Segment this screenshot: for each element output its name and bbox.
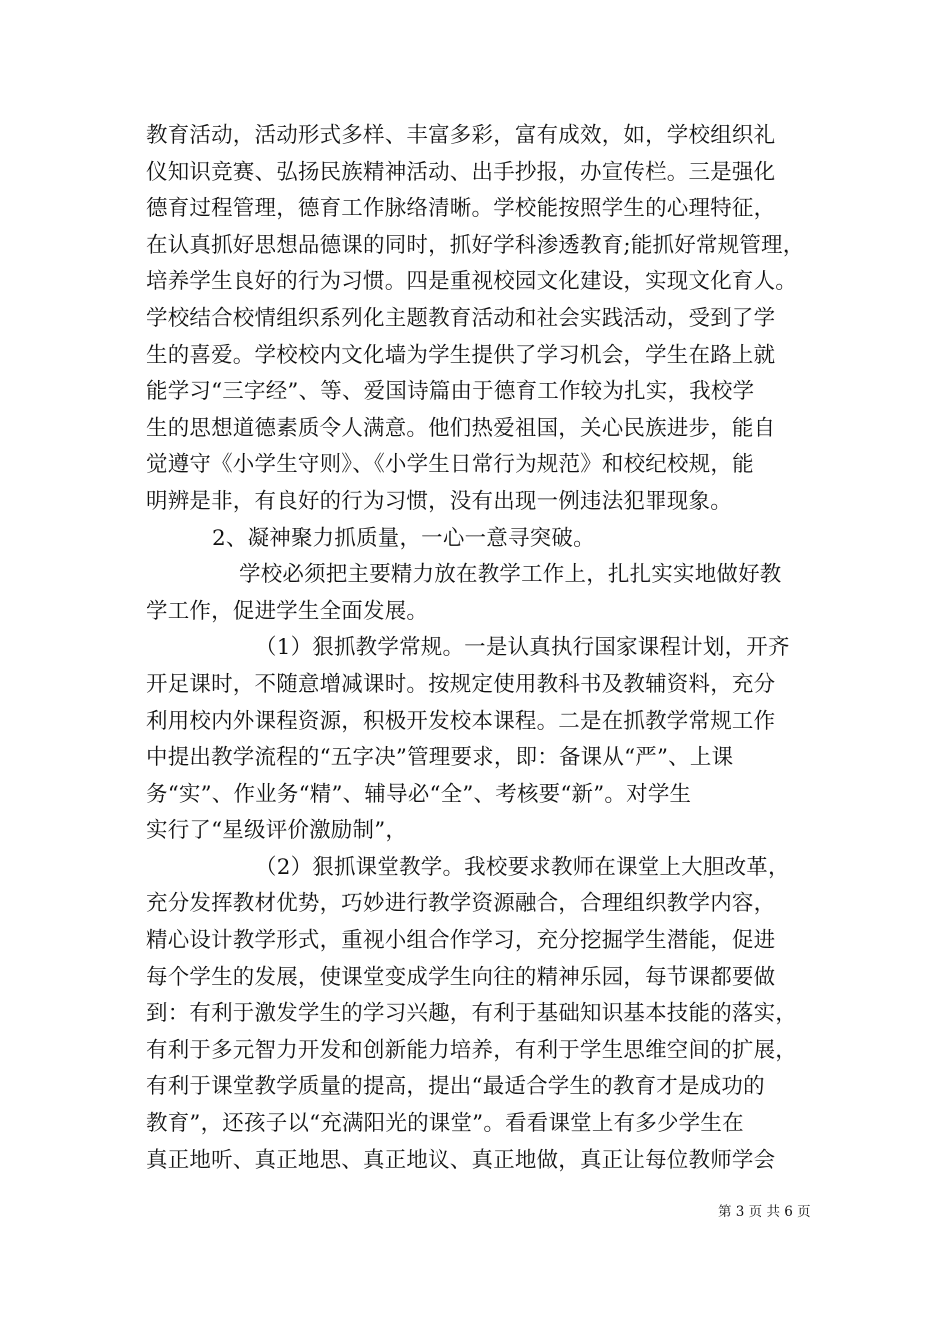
text-line: 务“实”、作业务“精”、辅导必“全”、考核要“新”。对学生 (146, 781, 692, 807)
page-number-footer: 第 3 页 共 6 页 (718, 1204, 811, 1220)
text-line: 实行了“星级评价激励制”， (146, 818, 408, 844)
section-heading: 2、凝神聚力抓质量，一心一意寻突破。 (212, 525, 595, 551)
text-line: 生的思想道德素质令人满意。他们热爱祖国，关心民族进步，能自 (146, 415, 776, 441)
text-line: 学校结合校情组织系列化主题教育活动和社会实践活动，受到了学 (146, 305, 776, 331)
text-line: 开足课时，不随意增减课时。按规定使用教科书及教辅资料，充分 (146, 671, 776, 697)
text-line: 真正地听、真正地思、真正地议、真正地做，真正让每位教师学会 (146, 1147, 776, 1173)
text-line: 充分发挥教材优势，巧妙进行教学资源融合，合理组织教学内容， (146, 891, 776, 917)
text-line: 能学习“三字经”、等、爱国诗篇由于德育工作较为扎实，我校学 (146, 379, 755, 405)
text-line: 仪知识竞赛、弘扬民族精神活动、出手抄报，办宣传栏。三是强化 (146, 159, 776, 185)
text-line: 觉遵守《小学生守则》、《小学生日常行为规范》和校纪校规，能 (146, 452, 754, 478)
text-line: 培养学生良好的行为习惯。四是重视校园文化建设，实现文化育人。 (146, 269, 798, 295)
text-line: 学校必须把主要精力放在教学工作上，扎扎实实地做好教 (239, 562, 782, 588)
text-line: 有利于多元智力开发和创新能力培养，有利于学生思维空间的扩展， (146, 1037, 798, 1063)
text-line: 中提出教学流程的“五字决”管理要求，即：备课从“严”、上课 (146, 745, 734, 771)
text-line: 教育活动，活动形式多样、丰富多彩，富有成效，如，学校组织礼 (146, 123, 776, 148)
text-line: 学工作，促进学生全面发展。 (146, 598, 429, 624)
text-line: 每个学生的发展，使课堂变成学生向往的精神乐园，每节课都要做 (146, 964, 776, 990)
text-line: 利用校内外课程资源，积极开发校本课程。二是在抓教学常规工作 (146, 708, 776, 734)
text-line: 有利于课堂教学质量的提高，提出“最适合学生的教育才是成功的 (146, 1074, 765, 1100)
text-line: 到：有利于激发学生的学习兴趣，有利于基础知识基本技能的落实， (146, 1001, 798, 1027)
list-item-heading: （1）狠抓教学常规。一是认真执行国家课程计划，开齐 (255, 635, 790, 661)
text-line: 在认真抓好思想品德课的同时，抓好学科渗透教育;能抓好常规管理， (146, 232, 805, 258)
text-line: 德育过程管理，德育工作脉络清晰。学校能按照学生的心理特征， (146, 196, 776, 222)
text-line: 教育”，还孩子以“充满阳光的课堂”。看看课堂上有多少学生在 (146, 1111, 744, 1137)
list-item-heading: （2）狠抓课堂教学。我校要求教师在课堂上大胆改革， (255, 854, 790, 880)
body-text (146, 118, 826, 1179)
text-line: 生的喜爱。学校校内文化墙为学生提供了学习机会，学生在路上就 (146, 342, 776, 368)
text-line: 精心设计教学形式，重视小组合作学习，充分挖掘学生潜能，促进 (146, 928, 776, 954)
text-line: 明辨是非，有良好的行为习惯，没有出现一例违法犯罪现象。 (146, 488, 732, 514)
